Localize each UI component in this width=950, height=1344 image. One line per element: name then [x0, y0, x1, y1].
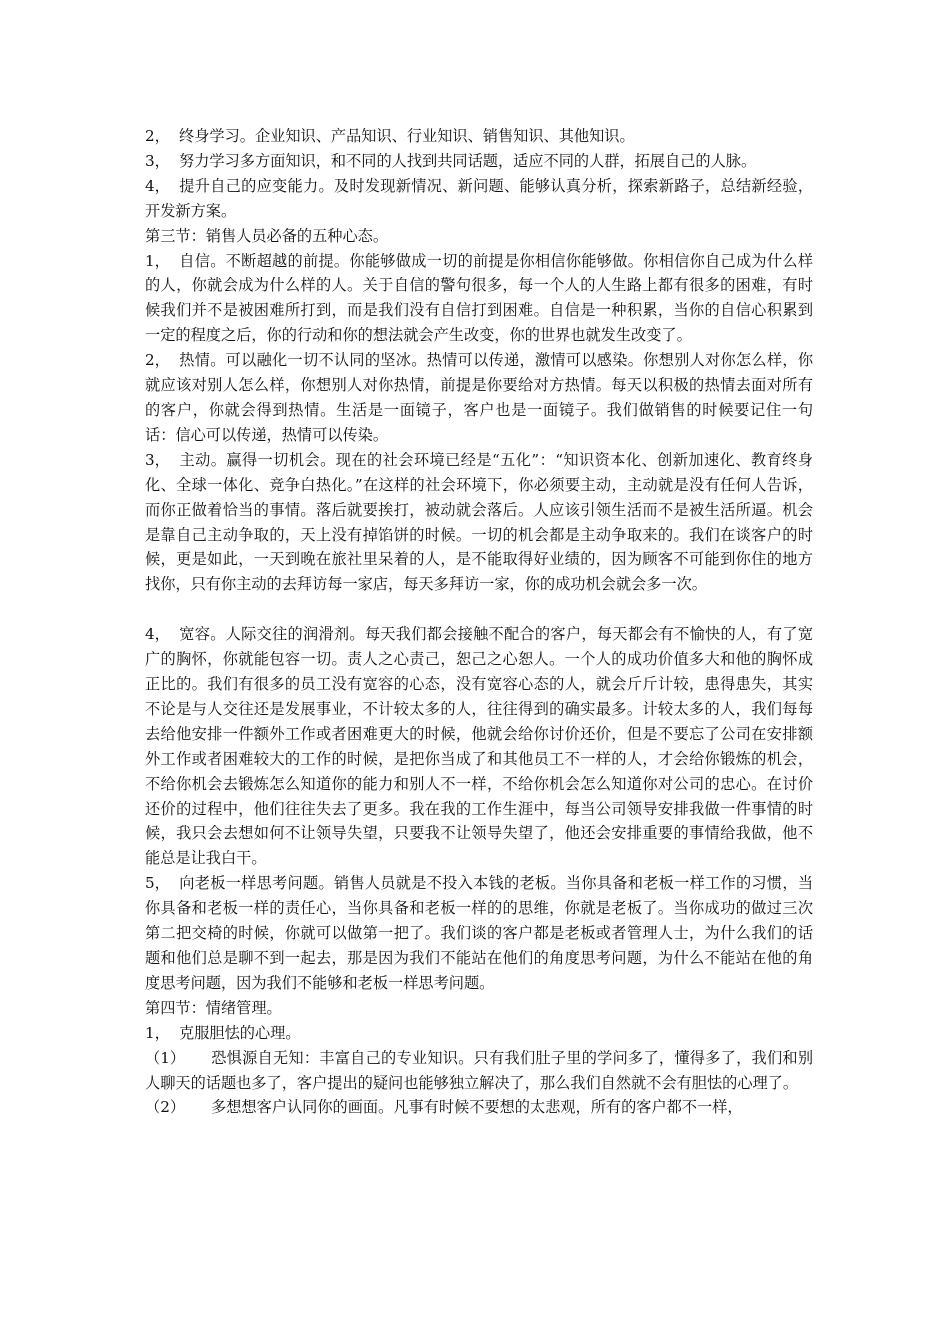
list-item	[145, 174, 813, 224]
item-number: 4，	[145, 625, 170, 644]
sub-item-text: 恐惧源自无知：丰富自己的专业知识。只有我们肚子里的学问多了，懂得多了，我们和别人聊天的话题也多了，客户提出的疑问也能够独立解决了，那么我们自然就不会有胆怯的心理了。	[145, 1048, 813, 1092]
item-number: 1，	[145, 251, 170, 270]
item-text: 提升自己的应变能力。及时发现新情况、新问题、能够认真分析，探索新路子，总结新经验，开发新方案。	[145, 176, 813, 220]
sub-item-number: （2）	[145, 1098, 186, 1117]
list-item	[145, 871, 813, 996]
list-item	[145, 622, 813, 871]
item-number: 4，	[145, 176, 170, 195]
list-item	[145, 448, 813, 597]
list-item	[145, 348, 813, 448]
section-heading: 第四节：情绪管理。	[145, 998, 282, 1017]
item-text: 热情。可以融化一切不认同的坚冰。热情可以传递，激情可以感染。你想别人对你怎么样，你就应该对别人怎么样，你想别人对你热情，前提是你要给对方热情。每天以积极的热情去面对所有的客户，你就会得到热情。生活是一面镜子，客户也是一面镜子。我们做销售的时候要记住一句话：信心可以传递，热情可以传染。	[145, 351, 813, 444]
list-item	[145, 124, 813, 149]
blank-line	[145, 597, 813, 622]
item-number: 3，	[145, 151, 170, 170]
item-text: 自信。不断超越的前提。你能够做成一切的前提是你相信你能够做。你相信你自己成为什么样的人，你就会成为什么样的人。关于自信的警句很多，每一个人的人生路上都有很多的困难，有时候我们并不是被困难所打到，而是我们没有自信打到困难。自信是一种积累，当你的自信心积累到一定的程度之后，你的行动和你的想法就会产生改变，你的世界也就发生改变了。	[145, 251, 813, 345]
list-item	[145, 1021, 813, 1046]
sub-item	[145, 1046, 813, 1096]
section-heading: 第三节：销售人员必备的五种心态。	[145, 226, 388, 245]
list-item	[145, 149, 813, 174]
item-text: 向老板一样思考问题。销售人员就是不投入本钱的老板。当你具备和老板一样工作的习惯，当你具备和老板一样的责任心，当你具备和老板一样的的思维，你就是老板了。当你成功的做过三次第二把交椅的时候，你就可以做第一把了。我们谈的客户都是老板或者管理人士，为什么我们的话题和他们总是聊不到一起去，那是因为我们不能站在他们的角度思考问题，为什么不能站在他的角度思考问题，因为我们不能够和老板一样思考问题。	[145, 874, 813, 992]
sub-item	[145, 1095, 813, 1120]
item-text: 终身学习。企业知识、产品知识、行业知识、销售知识、其他知识。	[179, 127, 635, 145]
item-text: 主动。赢得一切机会。现在的社会环境已经是“五化”：“知识资本化、创新加速化、教育终身化、全球一体化、竞争白热化。”在这样的社会环境下，你必须要主动，主动就是没有任何人告诉，而你正做着恰当的事情。落后就要挨打，被动就会落后。人应该引领生活而不是被生活所逼。机会是靠自己主动争取的，天上没有掉馅饼的时候。一切的机会都是主动争取来的。我们在谈客户的时候，更是如此，一天到晚在旅社里呆着的人，是不能取得好业绩的，因为顾客不可能到你住的地方找你，只有你主动的去拜访每一家店，每天多拜访一家，你的成功机会就会多一次。	[145, 450, 813, 594]
list-item	[145, 249, 813, 349]
item-number: 3，	[145, 450, 170, 469]
item-text: 克服胆怯的心理。	[179, 1023, 301, 1042]
item-text: 努力学习多方面知识，和不同的人找到共同话题，适应不同的人群，拓展自己的人脉。	[179, 151, 757, 170]
item-text: 宽容。人际交往的润滑剂。每天我们都会接触不配合的客户，每天都会有不愉快的人，有了宽广的胸怀，你就能包容一切。责人之心责己，恕己之心恕人。一个人的成功价值多大和他的胸怀成正比的。我们有很多的员工没有宽容的心态，没有宽容心态的人，就会斤斤计较，患得患失，其实不论是与人交往还是发展事业，不计较太多的人，往往得到的确实最多。计较太多的人，我们每每去给他安排一件额外工作或者困难更大的时候，他就会给你讨价还价，但是不要忘了公司在安排额外工作或者困难较大的工作的时候，是把你当成了和其他员工不一样的人，才会给你锻炼的机会，不给你机会去锻炼怎么知道你的能力和别人不一样，不给你机会怎么知道你对公司的忠心。在讨价还价的过程中，他们往往失去了更多。我在我的工作生涯中，每当公司领导安排我做一件事情的时候，我只会去想如何不让领导失望，只要我不让领导失望了，他还会安排重要的事情给我做，他不能总是让我白干。	[145, 625, 813, 868]
item-number: 2，	[145, 351, 170, 370]
sub-item-text: 多想想客户认同你的画面。凡事有时候不要想的太悲观，所有的客户都不一样，	[211, 1098, 743, 1117]
item-number: 1，	[145, 1023, 170, 1042]
item-number: 5，	[145, 874, 170, 893]
sub-item-number: （1）	[145, 1048, 186, 1067]
document-body	[145, 124, 813, 1120]
item-number: 2，	[145, 127, 170, 145]
